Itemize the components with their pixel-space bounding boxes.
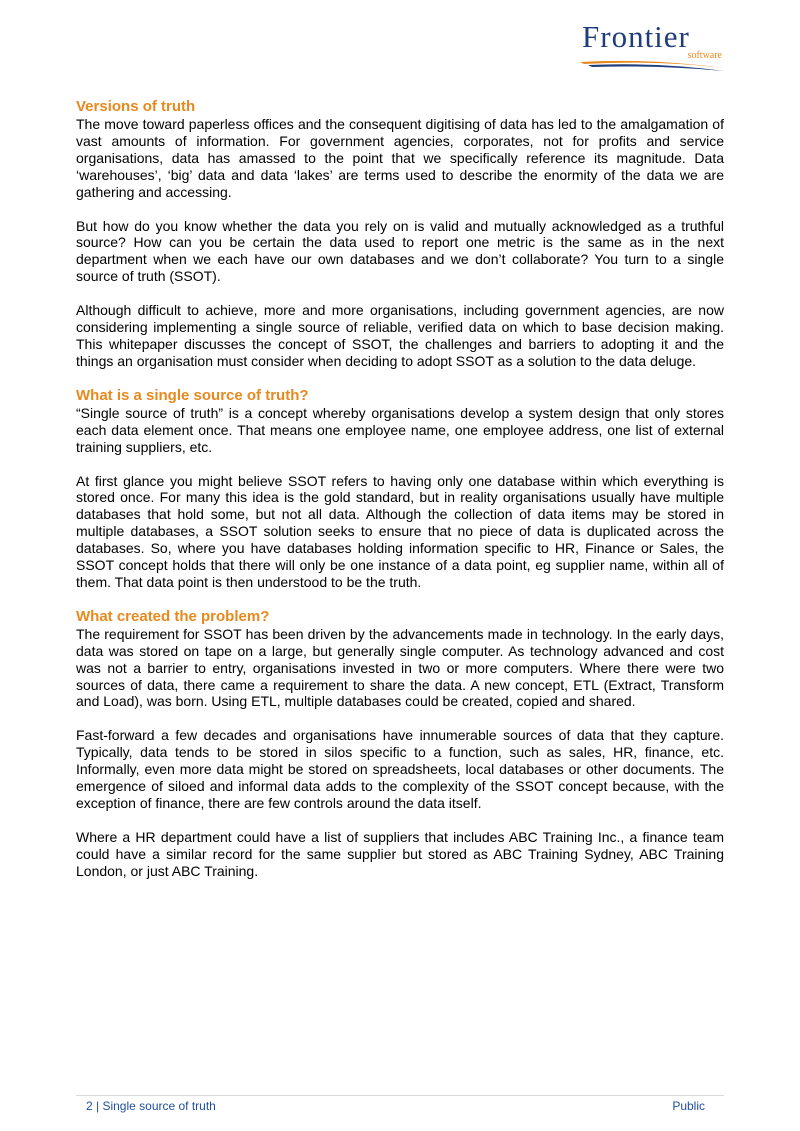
paragraph: The requirement for SSOT has been driven by the advancements made in technology. In the early days, data was stored on tape on a large, but generally single computer. As technology advanced and cost was not a barrier to entry, organisations invested in two or more computers. Where there were two sources of data, there came a requirement to share the data. A new concept, ETL (Extract, Transform and Load), was born. Using ETL, multiple databases could be created, copied and shared.: [76, 625, 724, 710]
paragraph: Although difficult to achieve, more and more organisations, including government agencies, are now considering implementing a single source of reliable, verified data on which to base decision making. This whitepaper discusses the concept of SSOT, the challenges and barriers to adopting it and the things an organisation must consider when deciding to adopt SSOT as a solution to the data deluge.: [76, 302, 724, 369]
logo-wordmark: Frontier: [582, 19, 690, 54]
footer-divider: [76, 1095, 724, 1096]
paragraph: At first glance you might believe SSOT refers to having only one database within which everything is stored once. For many this idea is the gold standard, but in reality organisations usually have multiple databases that hold some, but not all data. Although the collection of data items may be stored in multiple databases, a SSOT solution seeks to ensure that no piece of data is duplicated across the databases. So, where you have databases holding information specific to HR, Finance or Sales, the SSOT concept holds that there will only be one instance of a data point, eg supplier name, within all of them. That data point is then understood to be the truth.: [76, 472, 724, 590]
paragraph: Where a HR department could have a list of suppliers that includes ABC Training Inc., a finance team could have a similar record for the same supplier but stored as ABC Training Sydney, ABC Training London, or just ABC Training.: [76, 828, 724, 879]
section-heading: What is a single source of truth?: [76, 386, 309, 404]
paragraph: But how do you know whether the data you rely on is valid and mutually acknowledged as a truthful source? How can you be certain the data used to report one metric is the same as in the next department when we each have our own databases and we don’t collaborate? You turn to a single source of truth (SSOT).: [76, 217, 724, 285]
section-what-created-problem: [76, 608, 724, 880]
footer-page-label: 2 | Single source of truth: [86, 1099, 216, 1113]
paragraph: Fast-forward a few decades and organisations have innumerable sources of data that they capture. Typically, data tends to be stored in silos specific to a function, such as sales, HR, finance, etc. Informally, even more data might be stored on spreadsheets, local databases or other documents. The emergence of siloed and informal data adds to the complexity of the SSOT concept because, with the exception of finance, there are few controls around the data itself.: [76, 727, 724, 811]
logo-subtext: software: [687, 50, 722, 61]
paragraph: The move toward paperless offices and the consequent digitising of data has led to the amalgamation of vast amounts of information. For government agencies, corporates, not for profits and service organisations, data has amassed to the point that we specifically reference its magnitude. Data ‘warehouses’, ‘big’ data and data ‘lakes’ are terms used to describe the enormity of the data we are gathering and accessing.: [76, 116, 724, 200]
section-what-is-ssot: [76, 387, 724, 591]
section-versions-of-truth: [76, 98, 724, 370]
document-body: [76, 98, 724, 897]
paragraph: “Single source of truth” is a concept whereby organisations develop a system design that only stores each data element once. That means one employee name, one employee address, one list of external training suppliers, etc.: [76, 404, 724, 455]
section-heading: Versions of truth: [76, 98, 196, 115]
frontier-software-logo: [578, 20, 728, 72]
section-heading: What created the problem?: [76, 607, 270, 625]
footer-classification: Public: [672, 1099, 705, 1113]
logo-swoosh-icon: [578, 56, 728, 72]
